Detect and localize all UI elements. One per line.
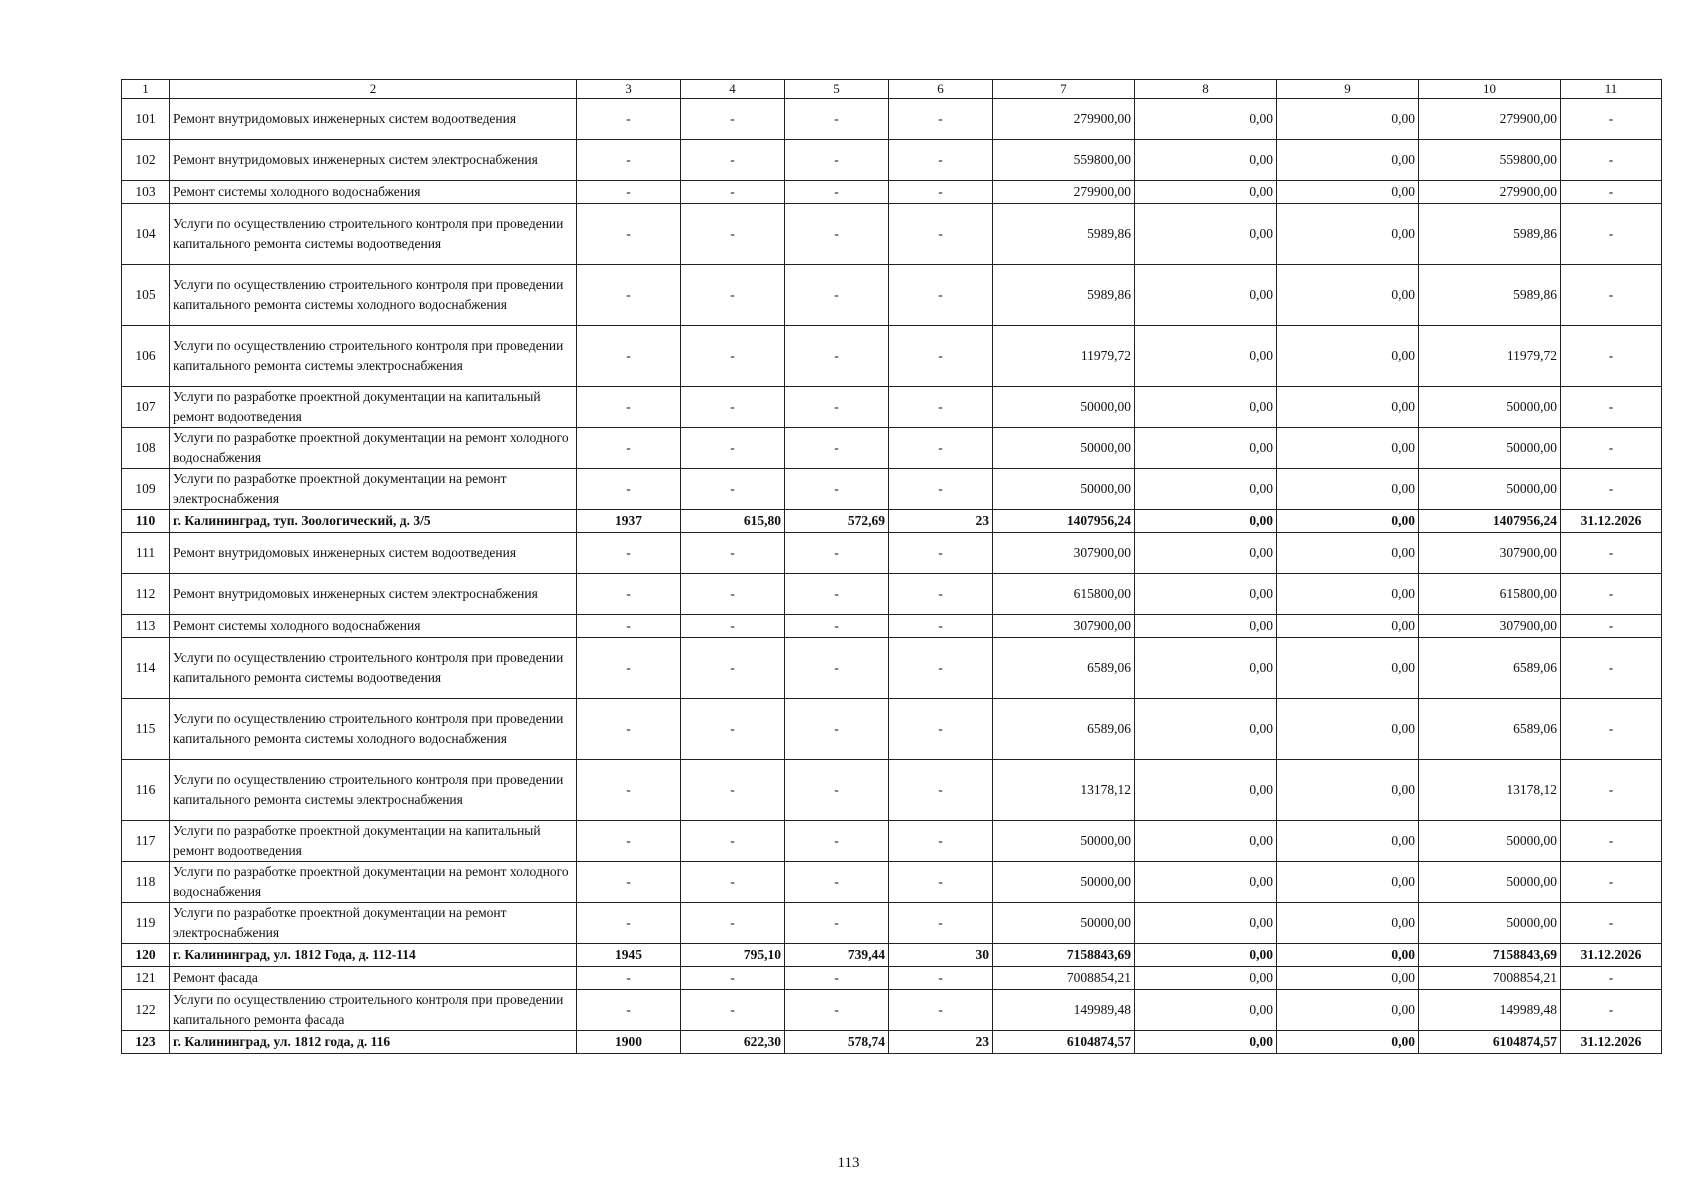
column-header: 9 xyxy=(1277,80,1419,99)
work-name-cell: Услуги по осуществлению строительного контроля при проведении капитального ремонта системы холодного водоснабжения xyxy=(170,265,577,326)
table-body xyxy=(122,80,1662,1054)
table-row xyxy=(122,903,1662,944)
total-cost-cell: 1407956,24 xyxy=(993,510,1135,533)
budget-cell: 0,00 xyxy=(1277,181,1419,204)
table-row xyxy=(122,699,1662,760)
area-living-cell: - xyxy=(785,760,889,821)
residents-cell: - xyxy=(889,990,993,1031)
area-total-cell: - xyxy=(681,699,785,760)
work-name-cell: Услуги по осуществлению строительного контроля при проведении капитального ремонта системы водоотведения xyxy=(170,638,577,699)
row-number-cell: 119 xyxy=(122,903,170,944)
area-total-cell: - xyxy=(681,181,785,204)
deadline-cell: - xyxy=(1561,862,1662,903)
owners-funds-cell: 50000,00 xyxy=(1419,387,1561,428)
budget-cell: 0,00 xyxy=(1277,574,1419,615)
fund-cell: 0,00 xyxy=(1135,1031,1277,1054)
owners-funds-cell: 1407956,24 xyxy=(1419,510,1561,533)
fund-cell: 0,00 xyxy=(1135,140,1277,181)
year-cell: - xyxy=(577,265,681,326)
table-row xyxy=(122,140,1662,181)
deadline-cell: - xyxy=(1561,903,1662,944)
row-number-cell: 105 xyxy=(122,265,170,326)
residents-cell: - xyxy=(889,387,993,428)
row-number-cell: 118 xyxy=(122,862,170,903)
row-number-cell: 104 xyxy=(122,204,170,265)
owners-funds-cell: 50000,00 xyxy=(1419,821,1561,862)
row-number-cell: 101 xyxy=(122,99,170,140)
area-total-cell: - xyxy=(681,204,785,265)
area-total-cell: - xyxy=(681,265,785,326)
repair-schedule-table xyxy=(121,79,1662,1054)
column-number-header-row xyxy=(122,80,1662,99)
residents-cell: - xyxy=(889,699,993,760)
owners-funds-cell: 7158843,69 xyxy=(1419,944,1561,967)
row-number-cell: 102 xyxy=(122,140,170,181)
deadline-cell: - xyxy=(1561,967,1662,990)
year-cell: - xyxy=(577,903,681,944)
area-living-cell: - xyxy=(785,428,889,469)
deadline-cell: - xyxy=(1561,99,1662,140)
deadline-cell: - xyxy=(1561,469,1662,510)
year-cell: 1900 xyxy=(577,1031,681,1054)
table-row xyxy=(122,862,1662,903)
table-row xyxy=(122,967,1662,990)
area-total-cell: - xyxy=(681,140,785,181)
fund-cell: 0,00 xyxy=(1135,574,1277,615)
residents-cell: - xyxy=(889,533,993,574)
row-number-cell: 113 xyxy=(122,615,170,638)
owners-funds-cell: 279900,00 xyxy=(1419,99,1561,140)
column-header: 2 xyxy=(170,80,577,99)
table-row xyxy=(122,821,1662,862)
fund-cell: 0,00 xyxy=(1135,821,1277,862)
total-cost-cell: 279900,00 xyxy=(993,99,1135,140)
year-cell: - xyxy=(577,469,681,510)
total-cost-cell: 615800,00 xyxy=(993,574,1135,615)
total-cost-cell: 5989,86 xyxy=(993,265,1135,326)
table-row xyxy=(122,638,1662,699)
owners-funds-cell: 307900,00 xyxy=(1419,615,1561,638)
column-header: 5 xyxy=(785,80,889,99)
year-cell: - xyxy=(577,326,681,387)
row-number-cell: 107 xyxy=(122,387,170,428)
year-cell: - xyxy=(577,760,681,821)
address-row xyxy=(122,510,1662,533)
area-total-cell: - xyxy=(681,387,785,428)
work-name-cell: Ремонт системы холодного водоснабжения xyxy=(170,615,577,638)
table-row xyxy=(122,265,1662,326)
area-total-cell: 622,30 xyxy=(681,1031,785,1054)
budget-cell: 0,00 xyxy=(1277,699,1419,760)
residents-cell: - xyxy=(889,903,993,944)
deadline-cell: - xyxy=(1561,204,1662,265)
table-row xyxy=(122,469,1662,510)
row-number-cell: 120 xyxy=(122,944,170,967)
work-name-cell: Услуги по разработке проектной документации на ремонт электроснабжения xyxy=(170,903,577,944)
year-cell: - xyxy=(577,533,681,574)
owners-funds-cell: 149989,48 xyxy=(1419,990,1561,1031)
budget-cell: 0,00 xyxy=(1277,944,1419,967)
row-number-cell: 117 xyxy=(122,821,170,862)
deadline-cell: - xyxy=(1561,615,1662,638)
row-number-cell: 106 xyxy=(122,326,170,387)
owners-funds-cell: 50000,00 xyxy=(1419,862,1561,903)
row-number-cell: 112 xyxy=(122,574,170,615)
deadline-cell: - xyxy=(1561,265,1662,326)
row-number-cell: 123 xyxy=(122,1031,170,1054)
table-row xyxy=(122,428,1662,469)
fund-cell: 0,00 xyxy=(1135,469,1277,510)
area-living-cell: - xyxy=(785,967,889,990)
budget-cell: 0,00 xyxy=(1277,387,1419,428)
owners-funds-cell: 6589,06 xyxy=(1419,638,1561,699)
fund-cell: 0,00 xyxy=(1135,99,1277,140)
column-header: 4 xyxy=(681,80,785,99)
total-cost-cell: 149989,48 xyxy=(993,990,1135,1031)
residents-cell: - xyxy=(889,204,993,265)
deadline-cell: 31.12.2026 xyxy=(1561,1031,1662,1054)
column-header: 8 xyxy=(1135,80,1277,99)
budget-cell: 0,00 xyxy=(1277,967,1419,990)
table-row xyxy=(122,99,1662,140)
residents-cell: - xyxy=(889,862,993,903)
row-number-cell: 103 xyxy=(122,181,170,204)
work-name-cell: Услуги по разработке проектной документации на ремонт холодного водоснабжения xyxy=(170,428,577,469)
total-cost-cell: 6589,06 xyxy=(993,638,1135,699)
area-total-cell: 615,80 xyxy=(681,510,785,533)
area-total-cell: - xyxy=(681,469,785,510)
residents-cell: - xyxy=(889,638,993,699)
owners-funds-cell: 307900,00 xyxy=(1419,533,1561,574)
year-cell: - xyxy=(577,574,681,615)
table-row xyxy=(122,615,1662,638)
year-cell: - xyxy=(577,638,681,699)
table-row xyxy=(122,326,1662,387)
column-header: 11 xyxy=(1561,80,1662,99)
total-cost-cell: 307900,00 xyxy=(993,615,1135,638)
budget-cell: 0,00 xyxy=(1277,1031,1419,1054)
column-header: 7 xyxy=(993,80,1135,99)
residents-cell: - xyxy=(889,821,993,862)
total-cost-cell: 6589,06 xyxy=(993,699,1135,760)
row-number-cell: 121 xyxy=(122,967,170,990)
column-header: 6 xyxy=(889,80,993,99)
work-name-cell: г. Калининград, туп. Зоологический, д. 3/5 xyxy=(170,510,577,533)
total-cost-cell: 7008854,21 xyxy=(993,967,1135,990)
area-total-cell: - xyxy=(681,326,785,387)
year-cell: - xyxy=(577,140,681,181)
residents-cell: - xyxy=(889,428,993,469)
owners-funds-cell: 50000,00 xyxy=(1419,903,1561,944)
total-cost-cell: 5989,86 xyxy=(993,204,1135,265)
total-cost-cell: 307900,00 xyxy=(993,533,1135,574)
area-total-cell: - xyxy=(681,967,785,990)
budget-cell: 0,00 xyxy=(1277,428,1419,469)
work-name-cell: Услуги по разработке проектной документации на ремонт электроснабжения xyxy=(170,469,577,510)
fund-cell: 0,00 xyxy=(1135,990,1277,1031)
area-living-cell: - xyxy=(785,615,889,638)
total-cost-cell: 279900,00 xyxy=(993,181,1135,204)
row-number-cell: 111 xyxy=(122,533,170,574)
budget-cell: 0,00 xyxy=(1277,760,1419,821)
work-name-cell: Услуги по осуществлению строительного контроля при проведении капитального ремонта системы водоотведения xyxy=(170,204,577,265)
column-header: 3 xyxy=(577,80,681,99)
owners-funds-cell: 5989,86 xyxy=(1419,204,1561,265)
year-cell: - xyxy=(577,967,681,990)
budget-cell: 0,00 xyxy=(1277,99,1419,140)
deadline-cell: - xyxy=(1561,821,1662,862)
area-living-cell: 578,74 xyxy=(785,1031,889,1054)
area-total-cell: - xyxy=(681,990,785,1031)
area-living-cell: - xyxy=(785,140,889,181)
year-cell: - xyxy=(577,428,681,469)
area-living-cell: - xyxy=(785,469,889,510)
owners-funds-cell: 5989,86 xyxy=(1419,265,1561,326)
owners-funds-cell: 50000,00 xyxy=(1419,428,1561,469)
address-row xyxy=(122,944,1662,967)
table-row xyxy=(122,760,1662,821)
area-living-cell: - xyxy=(785,533,889,574)
budget-cell: 0,00 xyxy=(1277,862,1419,903)
address-row xyxy=(122,1031,1662,1054)
total-cost-cell: 50000,00 xyxy=(993,387,1135,428)
residents-cell: - xyxy=(889,265,993,326)
total-cost-cell: 7158843,69 xyxy=(993,944,1135,967)
fund-cell: 0,00 xyxy=(1135,760,1277,821)
residents-cell: - xyxy=(889,967,993,990)
total-cost-cell: 50000,00 xyxy=(993,469,1135,510)
area-total-cell: - xyxy=(681,760,785,821)
deadline-cell: - xyxy=(1561,326,1662,387)
work-name-cell: Услуги по разработке проектной документации на ремонт холодного водоснабжения xyxy=(170,862,577,903)
fund-cell: 0,00 xyxy=(1135,181,1277,204)
year-cell: - xyxy=(577,862,681,903)
work-name-cell: Ремонт внутридомовых инженерных систем электроснабжения xyxy=(170,140,577,181)
area-total-cell: - xyxy=(681,638,785,699)
work-name-cell: Ремонт внутридомовых инженерных систем водоотведения xyxy=(170,533,577,574)
area-living-cell: - xyxy=(785,265,889,326)
area-total-cell: - xyxy=(681,533,785,574)
budget-cell: 0,00 xyxy=(1277,326,1419,387)
budget-cell: 0,00 xyxy=(1277,903,1419,944)
row-number-cell: 110 xyxy=(122,510,170,533)
budget-cell: 0,00 xyxy=(1277,204,1419,265)
owners-funds-cell: 615800,00 xyxy=(1419,574,1561,615)
total-cost-cell: 50000,00 xyxy=(993,821,1135,862)
budget-cell: 0,00 xyxy=(1277,265,1419,326)
table-row xyxy=(122,990,1662,1031)
residents-cell: - xyxy=(889,615,993,638)
area-living-cell: - xyxy=(785,326,889,387)
column-header: 10 xyxy=(1419,80,1561,99)
table-row xyxy=(122,181,1662,204)
table-row xyxy=(122,533,1662,574)
area-living-cell: - xyxy=(785,204,889,265)
row-number-cell: 114 xyxy=(122,638,170,699)
row-number-cell: 108 xyxy=(122,428,170,469)
owners-funds-cell: 559800,00 xyxy=(1419,140,1561,181)
area-living-cell: 739,44 xyxy=(785,944,889,967)
deadline-cell: - xyxy=(1561,387,1662,428)
total-cost-cell: 6104874,57 xyxy=(993,1031,1135,1054)
owners-funds-cell: 11979,72 xyxy=(1419,326,1561,387)
fund-cell: 0,00 xyxy=(1135,533,1277,574)
work-name-cell: Ремонт фасада xyxy=(170,967,577,990)
owners-funds-cell: 6104874,57 xyxy=(1419,1031,1561,1054)
residents-cell: - xyxy=(889,140,993,181)
deadline-cell: - xyxy=(1561,990,1662,1031)
work-name-cell: Услуги по осуществлению строительного контроля при проведении капитального ремонта системы холодного водоснабжения xyxy=(170,699,577,760)
year-cell: - xyxy=(577,699,681,760)
residents-cell: - xyxy=(889,99,993,140)
deadline-cell: - xyxy=(1561,699,1662,760)
year-cell: - xyxy=(577,181,681,204)
deadline-cell: - xyxy=(1561,638,1662,699)
year-cell: - xyxy=(577,204,681,265)
fund-cell: 0,00 xyxy=(1135,862,1277,903)
work-name-cell: г. Калининград, ул. 1812 Года, д. 112-114 xyxy=(170,944,577,967)
area-total-cell: - xyxy=(681,862,785,903)
work-name-cell: Ремонт внутридомовых инженерных систем электроснабжения xyxy=(170,574,577,615)
area-total-cell: 795,10 xyxy=(681,944,785,967)
budget-cell: 0,00 xyxy=(1277,533,1419,574)
total-cost-cell: 13178,12 xyxy=(993,760,1135,821)
budget-cell: 0,00 xyxy=(1277,638,1419,699)
fund-cell: 0,00 xyxy=(1135,699,1277,760)
budget-cell: 0,00 xyxy=(1277,821,1419,862)
owners-funds-cell: 7008854,21 xyxy=(1419,967,1561,990)
area-total-cell: - xyxy=(681,615,785,638)
work-name-cell: Услуги по осуществлению строительного контроля при проведении капитального ремонта системы электроснабжения xyxy=(170,326,577,387)
residents-cell: 23 xyxy=(889,510,993,533)
residents-cell: - xyxy=(889,181,993,204)
work-name-cell: Услуги по разработке проектной документации на капитальный ремонт водоотведения xyxy=(170,387,577,428)
deadline-cell: - xyxy=(1561,140,1662,181)
owners-funds-cell: 6589,06 xyxy=(1419,699,1561,760)
area-living-cell: - xyxy=(785,638,889,699)
area-living-cell: 572,69 xyxy=(785,510,889,533)
area-living-cell: - xyxy=(785,574,889,615)
fund-cell: 0,00 xyxy=(1135,967,1277,990)
page-number: 113 xyxy=(837,1155,860,1171)
area-living-cell: - xyxy=(785,99,889,140)
year-cell: - xyxy=(577,99,681,140)
total-cost-cell: 50000,00 xyxy=(993,428,1135,469)
work-name-cell: Ремонт внутридомовых инженерных систем водоотведения xyxy=(170,99,577,140)
residents-cell: - xyxy=(889,574,993,615)
column-header: 1 xyxy=(122,80,170,99)
residents-cell: 23 xyxy=(889,1031,993,1054)
deadline-cell: 31.12.2026 xyxy=(1561,510,1662,533)
table-row xyxy=(122,574,1662,615)
year-cell: - xyxy=(577,990,681,1031)
year-cell: - xyxy=(577,821,681,862)
fund-cell: 0,00 xyxy=(1135,204,1277,265)
deadline-cell: - xyxy=(1561,760,1662,821)
deadline-cell: - xyxy=(1561,428,1662,469)
row-number-cell: 115 xyxy=(122,699,170,760)
fund-cell: 0,00 xyxy=(1135,326,1277,387)
budget-cell: 0,00 xyxy=(1277,140,1419,181)
work-name-cell: Ремонт системы холодного водоснабжения xyxy=(170,181,577,204)
fund-cell: 0,00 xyxy=(1135,903,1277,944)
budget-cell: 0,00 xyxy=(1277,990,1419,1031)
year-cell: 1945 xyxy=(577,944,681,967)
area-total-cell: - xyxy=(681,821,785,862)
deadline-cell: - xyxy=(1561,533,1662,574)
work-name-cell: Услуги по разработке проектной документации на капитальный ремонт водоотведения xyxy=(170,821,577,862)
row-number-cell: 109 xyxy=(122,469,170,510)
area-total-cell: - xyxy=(681,903,785,944)
table-row xyxy=(122,204,1662,265)
owners-funds-cell: 279900,00 xyxy=(1419,181,1561,204)
budget-cell: 0,00 xyxy=(1277,615,1419,638)
residents-cell: - xyxy=(889,469,993,510)
fund-cell: 0,00 xyxy=(1135,638,1277,699)
work-name-cell: Услуги по осуществлению строительного контроля при проведении капитального ремонта системы электроснабжения xyxy=(170,760,577,821)
area-living-cell: - xyxy=(785,699,889,760)
owners-funds-cell: 50000,00 xyxy=(1419,469,1561,510)
fund-cell: 0,00 xyxy=(1135,944,1277,967)
area-living-cell: - xyxy=(785,821,889,862)
table-row xyxy=(122,387,1662,428)
row-number-cell: 116 xyxy=(122,760,170,821)
year-cell: - xyxy=(577,387,681,428)
residents-cell: - xyxy=(889,760,993,821)
area-total-cell: - xyxy=(681,428,785,469)
area-living-cell: - xyxy=(785,387,889,428)
total-cost-cell: 50000,00 xyxy=(993,862,1135,903)
budget-cell: 0,00 xyxy=(1277,510,1419,533)
total-cost-cell: 559800,00 xyxy=(993,140,1135,181)
residents-cell: 30 xyxy=(889,944,993,967)
area-living-cell: - xyxy=(785,862,889,903)
residents-cell: - xyxy=(889,326,993,387)
work-name-cell: Услуги по осуществлению строительного контроля при проведении капитального ремонта фасада xyxy=(170,990,577,1031)
total-cost-cell: 50000,00 xyxy=(993,903,1135,944)
work-name-cell: г. Калининград, ул. 1812 года, д. 116 xyxy=(170,1031,577,1054)
area-living-cell: - xyxy=(785,903,889,944)
fund-cell: 0,00 xyxy=(1135,615,1277,638)
fund-cell: 0,00 xyxy=(1135,387,1277,428)
deadline-cell: - xyxy=(1561,574,1662,615)
budget-cell: 0,00 xyxy=(1277,469,1419,510)
deadline-cell: 31.12.2026 xyxy=(1561,944,1662,967)
area-living-cell: - xyxy=(785,181,889,204)
year-cell: 1937 xyxy=(577,510,681,533)
owners-funds-cell: 13178,12 xyxy=(1419,760,1561,821)
deadline-cell: - xyxy=(1561,181,1662,204)
fund-cell: 0,00 xyxy=(1135,265,1277,326)
area-total-cell: - xyxy=(681,99,785,140)
total-cost-cell: 11979,72 xyxy=(993,326,1135,387)
row-number-cell: 122 xyxy=(122,990,170,1031)
year-cell: - xyxy=(577,615,681,638)
area-living-cell: - xyxy=(785,990,889,1031)
fund-cell: 0,00 xyxy=(1135,428,1277,469)
fund-cell: 0,00 xyxy=(1135,510,1277,533)
area-total-cell: - xyxy=(681,574,785,615)
